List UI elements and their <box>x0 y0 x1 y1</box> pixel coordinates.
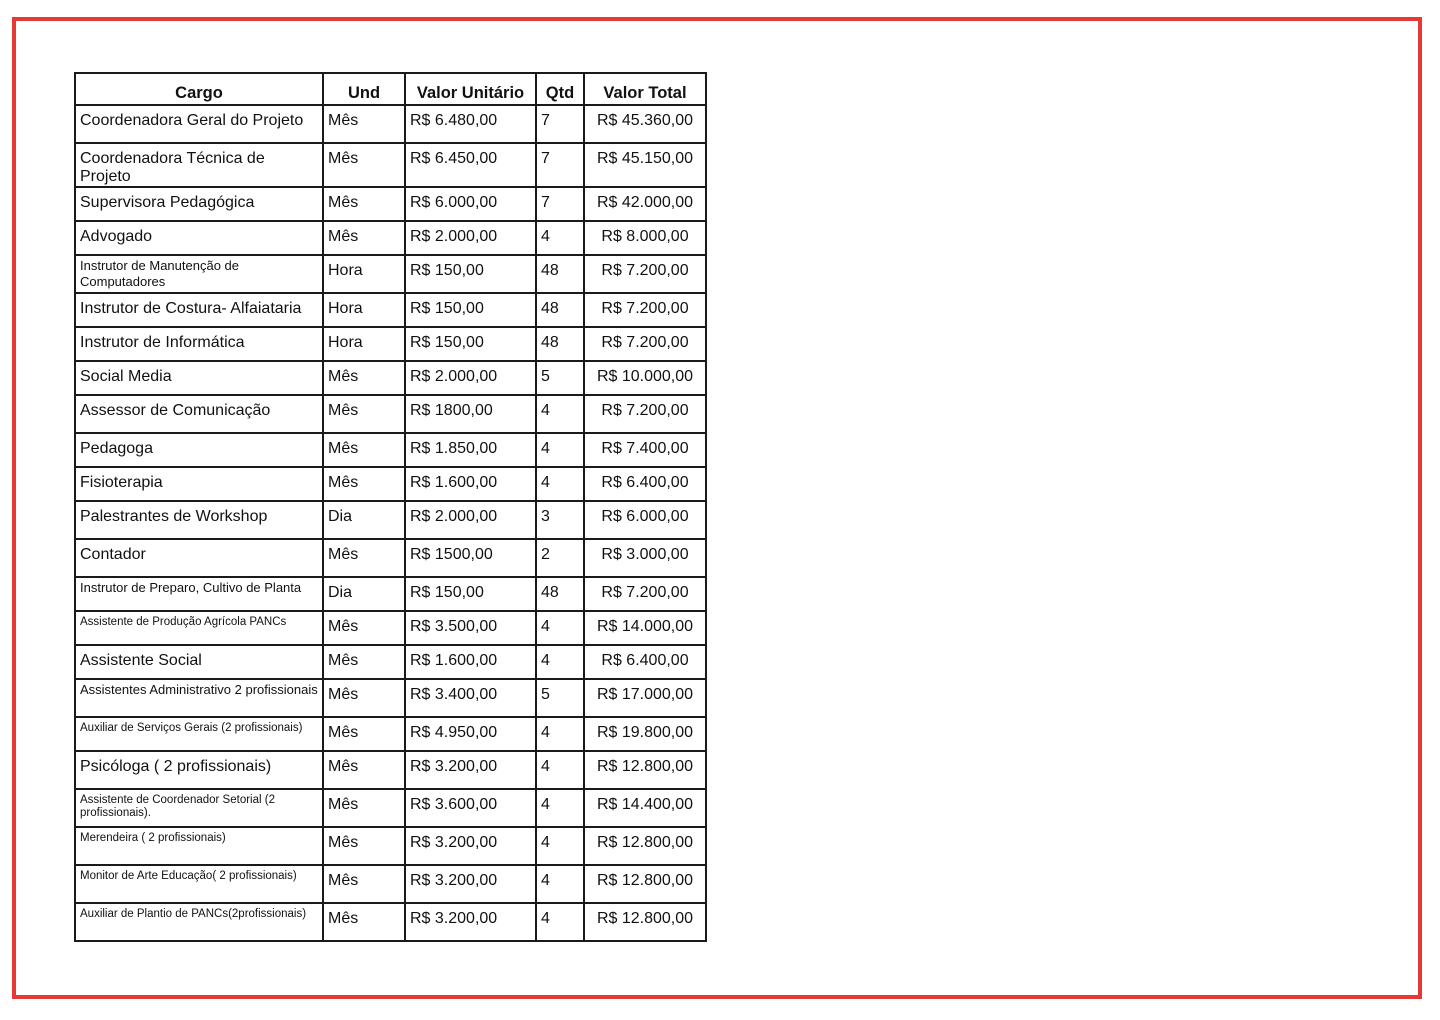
qtd-cell: 4 <box>536 789 584 827</box>
valor-unitario-cell: R$ 6.450,00 <box>405 143 536 187</box>
cargo-cell: Monitor de Arte Educação( 2 profissionais) <box>75 865 323 903</box>
und-cell: Hora <box>323 327 405 361</box>
und-cell: Mês <box>323 717 405 751</box>
valor-unitario-cell: R$ 150,00 <box>405 577 536 611</box>
und-cell: Mês <box>323 221 405 255</box>
table-row <box>75 539 706 577</box>
valor-unitario-cell: R$ 150,00 <box>405 255 536 293</box>
und-cell: Dia <box>323 501 405 539</box>
cargo-cell: Social Media <box>75 361 323 395</box>
valor-unitario-cell: R$ 2.000,00 <box>405 221 536 255</box>
valor-total-cell: R$ 17.000,00 <box>584 679 706 717</box>
und-cell: Mês <box>323 789 405 827</box>
valor-unitario-cell: R$ 3.200,00 <box>405 827 536 865</box>
table-header-row <box>75 73 706 105</box>
valor-total-cell: R$ 12.800,00 <box>584 751 706 789</box>
und-cell: Mês <box>323 645 405 679</box>
und-cell: Hora <box>323 293 405 327</box>
cargo-cell: Contador <box>75 539 323 577</box>
und-cell: Mês <box>323 827 405 865</box>
valor-total-cell: R$ 42.000,00 <box>584 187 706 221</box>
qtd-cell: 48 <box>536 255 584 293</box>
qtd-cell: 7 <box>536 143 584 187</box>
valor-unitario-cell: R$ 150,00 <box>405 293 536 327</box>
cargo-cell: Merendeira ( 2 profissionais) <box>75 827 323 865</box>
valor-unitario-cell: R$ 150,00 <box>405 327 536 361</box>
valor-total-cell: R$ 8.000,00 <box>584 221 706 255</box>
table-row <box>75 433 706 467</box>
und-cell: Mês <box>323 433 405 467</box>
valor-total-cell: R$ 14.400,00 <box>584 789 706 827</box>
table-row <box>75 827 706 865</box>
valor-unitario-cell: R$ 1.600,00 <box>405 645 536 679</box>
table-row <box>75 577 706 611</box>
header-cargo: Cargo <box>75 73 323 105</box>
valor-total-cell: R$ 12.800,00 <box>584 827 706 865</box>
valor-total-cell: R$ 45.150,00 <box>584 143 706 187</box>
valor-unitario-cell: R$ 2.000,00 <box>405 501 536 539</box>
qtd-cell: 4 <box>536 865 584 903</box>
und-cell: Mês <box>323 539 405 577</box>
cargo-cell: Advogado <box>75 221 323 255</box>
cargo-cell: Instrutor de Preparo, Cultivo de Planta <box>75 577 323 611</box>
valor-total-cell: R$ 45.360,00 <box>584 105 706 143</box>
und-cell: Hora <box>323 255 405 293</box>
cargo-cell: Assistente de Produção Agrícola PANCs <box>75 611 323 645</box>
valor-total-cell: R$ 7.200,00 <box>584 577 706 611</box>
qtd-cell: 48 <box>536 327 584 361</box>
valor-unitario-cell: R$ 3.200,00 <box>405 751 536 789</box>
table-row <box>75 903 706 941</box>
cargo-cell: Pedagoga <box>75 433 323 467</box>
qtd-cell: 4 <box>536 395 584 433</box>
valor-unitario-cell: R$ 3.200,00 <box>405 865 536 903</box>
valor-total-cell: R$ 10.000,00 <box>584 361 706 395</box>
valor-total-cell: R$ 7.200,00 <box>584 395 706 433</box>
und-cell: Mês <box>323 903 405 941</box>
table-row <box>75 221 706 255</box>
qtd-cell: 5 <box>536 361 584 395</box>
valor-total-cell: R$ 6.000,00 <box>584 501 706 539</box>
budget-table <box>74 72 707 942</box>
table-row <box>75 327 706 361</box>
und-cell: Dia <box>323 577 405 611</box>
valor-total-cell: R$ 19.800,00 <box>584 717 706 751</box>
qtd-cell: 4 <box>536 467 584 501</box>
und-cell: Mês <box>323 395 405 433</box>
cargo-cell: Assessor de Comunicação <box>75 395 323 433</box>
qtd-cell: 48 <box>536 577 584 611</box>
und-cell: Mês <box>323 865 405 903</box>
qtd-cell: 3 <box>536 501 584 539</box>
qtd-cell: 5 <box>536 679 584 717</box>
cargo-cell: Auxiliar de Serviços Gerais (2 profissionais) <box>75 717 323 751</box>
cargo-cell: Auxiliar de Plantio de PANCs(2profissionais) <box>75 903 323 941</box>
header-valor-total: Valor Total <box>584 73 706 105</box>
qtd-cell: 4 <box>536 433 584 467</box>
qtd-cell: 7 <box>536 187 584 221</box>
valor-total-cell: R$ 7.400,00 <box>584 433 706 467</box>
table-row <box>75 293 706 327</box>
valor-total-cell: R$ 6.400,00 <box>584 467 706 501</box>
und-cell: Mês <box>323 679 405 717</box>
valor-unitario-cell: R$ 1500,00 <box>405 539 536 577</box>
header-und: Und <box>323 73 405 105</box>
valor-unitario-cell: R$ 6.000,00 <box>405 187 536 221</box>
valor-total-cell: R$ 7.200,00 <box>584 327 706 361</box>
cargo-cell: Supervisora Pedagógica <box>75 187 323 221</box>
valor-unitario-cell: R$ 3.600,00 <box>405 789 536 827</box>
qtd-cell: 4 <box>536 611 584 645</box>
und-cell: Mês <box>323 187 405 221</box>
table-row <box>75 717 706 751</box>
valor-total-cell: R$ 6.400,00 <box>584 645 706 679</box>
cargo-cell: Coordenadora Geral do Projeto <box>75 105 323 143</box>
qtd-cell: 4 <box>536 717 584 751</box>
valor-unitario-cell: R$ 1.850,00 <box>405 433 536 467</box>
valor-unitario-cell: R$ 3.200,00 <box>405 903 536 941</box>
valor-total-cell: R$ 12.800,00 <box>584 903 706 941</box>
table-row <box>75 789 706 827</box>
cargo-cell: Assistente Social <box>75 645 323 679</box>
cargo-cell: Psicóloga ( 2 profissionais) <box>75 751 323 789</box>
header-valor-unitario: Valor Unitário <box>405 73 536 105</box>
valor-total-cell: R$ 7.200,00 <box>584 255 706 293</box>
und-cell: Mês <box>323 361 405 395</box>
qtd-cell: 48 <box>536 293 584 327</box>
cargo-cell: Instrutor de Manutenção de Computadores <box>75 255 323 293</box>
cargo-cell: Instrutor de Informática <box>75 327 323 361</box>
valor-total-cell: R$ 12.800,00 <box>584 865 706 903</box>
table-row <box>75 679 706 717</box>
qtd-cell: 4 <box>536 903 584 941</box>
qtd-cell: 7 <box>536 105 584 143</box>
table-row <box>75 105 706 143</box>
valor-unitario-cell: R$ 1800,00 <box>405 395 536 433</box>
valor-unitario-cell: R$ 6.480,00 <box>405 105 536 143</box>
und-cell: Mês <box>323 611 405 645</box>
qtd-cell: 4 <box>536 751 584 789</box>
qtd-cell: 2 <box>536 539 584 577</box>
cargo-cell: Instrutor de Costura- Alfaiataria <box>75 293 323 327</box>
valor-unitario-cell: R$ 3.500,00 <box>405 611 536 645</box>
table-row <box>75 395 706 433</box>
valor-total-cell: R$ 7.200,00 <box>584 293 706 327</box>
valor-total-cell: R$ 14.000,00 <box>584 611 706 645</box>
qtd-cell: 4 <box>536 827 584 865</box>
header-qtd: Qtd <box>536 73 584 105</box>
cargo-cell: Coordenadora Técnica de Projeto <box>75 143 323 187</box>
table-row <box>75 467 706 501</box>
table-row <box>75 143 706 187</box>
table-row <box>75 645 706 679</box>
und-cell: Mês <box>323 143 405 187</box>
valor-unitario-cell: R$ 1.600,00 <box>405 467 536 501</box>
table-row <box>75 361 706 395</box>
cargo-cell: Assistentes Administrativo 2 profissionais <box>75 679 323 717</box>
qtd-cell: 4 <box>536 221 584 255</box>
valor-unitario-cell: R$ 2.000,00 <box>405 361 536 395</box>
und-cell: Mês <box>323 105 405 143</box>
table-row <box>75 187 706 221</box>
und-cell: Mês <box>323 467 405 501</box>
valor-unitario-cell: R$ 4.950,00 <box>405 717 536 751</box>
cargo-cell: Assistente de Coordenador Setorial (2 profissionais). <box>75 789 323 827</box>
table-row <box>75 255 706 293</box>
table-row <box>75 611 706 645</box>
qtd-cell: 4 <box>536 645 584 679</box>
und-cell: Mês <box>323 751 405 789</box>
cargo-cell: Palestrantes de Workshop <box>75 501 323 539</box>
valor-unitario-cell: R$ 3.400,00 <box>405 679 536 717</box>
table-row <box>75 501 706 539</box>
cargo-cell: Fisioterapia <box>75 467 323 501</box>
table-row <box>75 865 706 903</box>
table-row <box>75 751 706 789</box>
valor-total-cell: R$ 3.000,00 <box>584 539 706 577</box>
